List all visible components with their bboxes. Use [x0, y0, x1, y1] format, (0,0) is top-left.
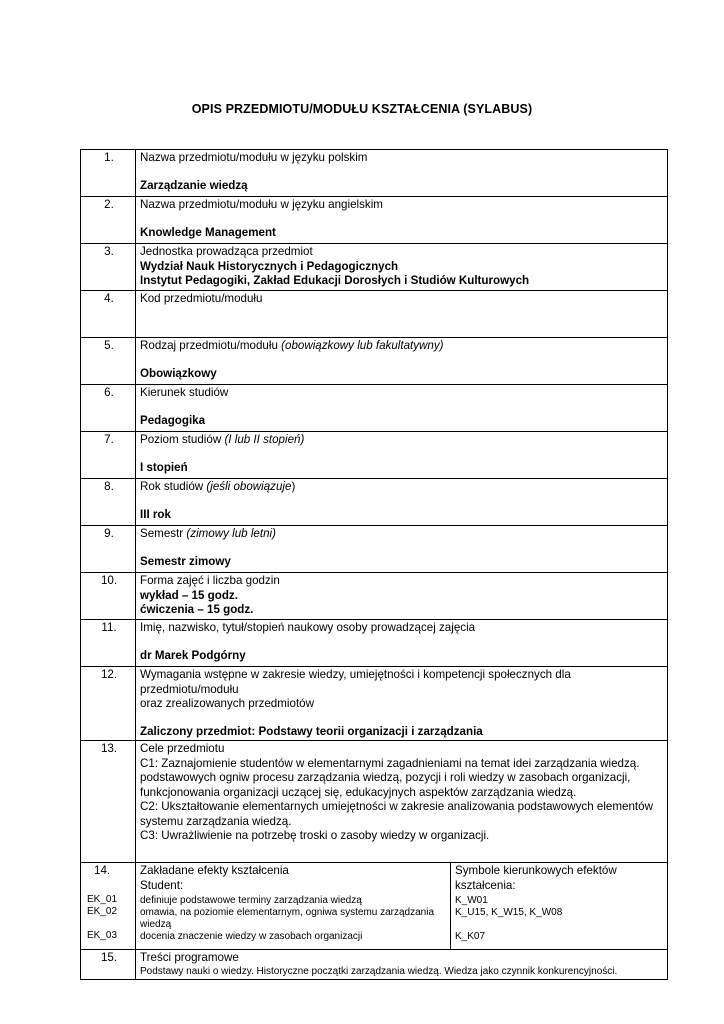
field-label: Cele przedmiotu: [140, 742, 225, 755]
ek-description: definiuje podstawowe terminy zarządzania wiedzą: [140, 895, 362, 906]
field-value: Zaliczony przedmiot: Podstawy teorii organizacji i zarządzania: [140, 724, 483, 738]
row-content: [136, 667, 668, 741]
field-value: wykład – 15 godz.: [140, 588, 238, 602]
table-row: [81, 950, 668, 980]
table-row: [81, 479, 668, 526]
field-value: Semestr zimowy: [140, 554, 231, 568]
page-title: OPIS PRZEDMIOTU/MODUŁU KSZTAŁCENIA (SYLABUS): [191, 102, 533, 116]
field-label: Forma zajęć i liczba godzin: [140, 574, 280, 587]
field-value: ćwiczenia – 15 godz.: [140, 603, 254, 616]
table-row: [81, 432, 668, 479]
row-content: [136, 950, 668, 980]
ek-code: EK_02: [87, 905, 118, 917]
row-content: [136, 338, 668, 385]
row-content: [136, 197, 668, 244]
table-row: [81, 741, 668, 863]
student-label: Student:: [140, 878, 184, 892]
ek-symbol: K_U15, K_W15, K_W08: [455, 907, 563, 918]
table-row: [81, 244, 668, 291]
table-row: [81, 620, 668, 667]
row-content: [136, 291, 668, 338]
objective-line: systemu zarządzania wiedzą.: [140, 814, 292, 828]
field-label: Imię, nazwisko, tytuł/stopień naukowy osoby prowadzącej zajęcia: [140, 621, 476, 634]
table-row: [81, 291, 668, 338]
row-content: [136, 620, 668, 667]
program-content: Podstawy nauki o wiedzy. Historyczne początki zarządzania wiedzą. Wiedza jako czynnik konkurencyjności.: [140, 965, 618, 977]
row-number: 13.: [81, 741, 136, 863]
table-row: [81, 338, 668, 385]
field-label: Rodzaj przedmiotu/modułu (obowiązkowy lub fakultatywny): [140, 339, 444, 352]
row-number-label: 14.: [94, 864, 111, 877]
row-number: 8.: [81, 479, 136, 526]
field-label: Rok studiów (jeśli obowiązuje): [140, 480, 296, 493]
objective-line: C3: Uwrażliwienie na potrzebę troski o zasoby wiedzy w organizacji.: [140, 829, 490, 842]
field-value: I stopień: [140, 460, 188, 474]
row-content: [136, 526, 668, 573]
field-value: Zarządzanie wiedzą: [140, 178, 248, 192]
row-content: [136, 741, 668, 863]
row-number: 5.: [81, 338, 136, 385]
syllabus-table: [80, 149, 668, 980]
ek-description: omawia, na poziomie elementarnym, ogniwa systemu zarządzania: [140, 907, 435, 918]
ek-symbol: K_W01: [455, 895, 488, 906]
row-number: 4.: [81, 291, 136, 338]
row-number: 2.: [81, 197, 136, 244]
table-row: [81, 385, 668, 432]
table-row: [81, 863, 668, 950]
row-content: [136, 432, 668, 479]
row-number: 6.: [81, 385, 136, 432]
table-row: [81, 197, 668, 244]
ek-code: EK_01: [87, 893, 118, 905]
table-row: [81, 573, 668, 620]
ek-code: EK_03: [87, 929, 118, 941]
field-label: Treści programowe: [140, 951, 239, 964]
field-label: Kod przedmiotu/modułu: [140, 292, 263, 305]
row-number: 1.: [81, 150, 136, 197]
field-label: Kierunek studiów: [140, 386, 229, 399]
row-number: 12.: [81, 667, 136, 741]
field-value: III rok: [140, 507, 171, 521]
table-row: [81, 526, 668, 573]
field-value: Knowledge Management: [140, 225, 276, 239]
field-label: Zakładane efekty kształcenia: [140, 864, 289, 877]
row-content: [136, 385, 668, 432]
field-label: oraz zrealizowanych przedmiotów: [140, 697, 314, 710]
ek-description: docenia znaczenie wiedzy w zasobach organizacji: [140, 931, 363, 942]
symbols-header: kształcenia:: [455, 878, 516, 892]
row-number: 11.: [81, 620, 136, 667]
row-number: 10.: [81, 573, 136, 620]
objective-line: podstawowych ogniw procesu zarządzania wiedzą, pozycji i roli wiedzy w zasobach organizacji,: [140, 771, 631, 784]
row-content: [136, 150, 668, 197]
field-label: Poziom studiów (I lub II stopień): [140, 433, 305, 446]
field-value: Obowiązkowy: [140, 366, 217, 380]
field-label: Semestr (zimowy lub letni): [140, 527, 276, 540]
row-number: 3.: [81, 244, 136, 291]
objective-line: C2: Ukształtowanie elementarnych umiejętności w zakresie analizowania podstawowych elementów: [140, 800, 653, 813]
field-label: Nazwa przedmiotu/modułu w języku polskim: [140, 151, 368, 164]
row-content: [136, 244, 668, 291]
row-number: 15.: [81, 950, 136, 980]
symbols-cell: [451, 863, 668, 950]
symbols-header: Symbole kierunkowych efektów: [455, 864, 617, 877]
objective-line: funkcjonowania organizacji uczącej się, edukacyjnych aspektów zarządzania wiedzą.: [140, 785, 577, 799]
ek-symbol: K_K07: [455, 931, 486, 942]
ek-description: wiedzą: [140, 919, 172, 930]
field-value: Pedagogika: [140, 413, 206, 427]
field-value: Wydział Nauk Historycznych i Pedagogicznych: [140, 259, 399, 273]
table-row: [81, 150, 668, 197]
row-number: 9.: [81, 526, 136, 573]
field-label: Wymagania wstępne w zakresie wiedzy, umiejętności i kompetencji społecznych dla przedmiotu/modułu: [140, 668, 571, 696]
field-label: Nazwa przedmiotu/modułu w języku angielskim: [140, 198, 383, 211]
row-number: [81, 863, 136, 950]
table-row: [81, 667, 668, 741]
field-value: dr Marek Podgórny: [140, 648, 246, 662]
field-value: Instytut Pedagogiki, Zakład Edukacji Dorosłych i Studiów Kulturowych: [140, 274, 530, 287]
learning-outcomes-cell: [136, 863, 451, 950]
field-label: Jednostka prowadząca przedmiot: [140, 245, 313, 258]
row-content: [136, 479, 668, 526]
row-number: 7.: [81, 432, 136, 479]
row-content: [136, 573, 668, 620]
objective-line: C1: Zaznajomienie studentów w elementarnymi zagadnieniami na temat idei zarządzania wiedzą.: [140, 756, 640, 770]
